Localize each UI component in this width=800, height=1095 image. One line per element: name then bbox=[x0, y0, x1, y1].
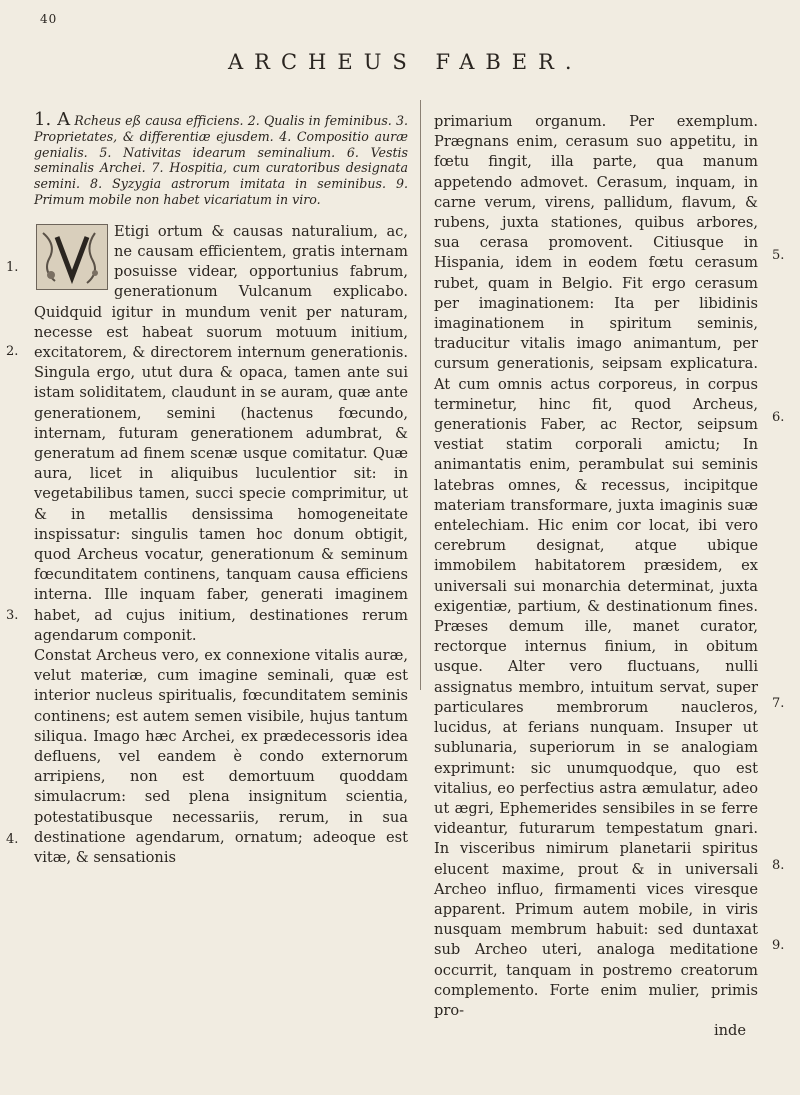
margin-number-3: 3. bbox=[6, 608, 19, 623]
margin-number-8: 8. bbox=[772, 858, 785, 873]
column-divider bbox=[420, 100, 421, 690]
margin-number-7: 7. bbox=[772, 696, 785, 711]
running-head: ARCHEUS FABER. bbox=[228, 50, 583, 74]
left-body bbox=[34, 222, 408, 869]
left-column bbox=[34, 109, 408, 868]
margin-number-6: 6. bbox=[772, 410, 785, 425]
margin-number-2: 2. bbox=[6, 344, 19, 359]
margin-number-4: 4. bbox=[6, 832, 19, 847]
margin-number-5: 5. bbox=[772, 248, 785, 263]
woodcut-initial-icon bbox=[37, 225, 107, 289]
catchword: inde bbox=[713, 1022, 746, 1040]
summary-text: Rcheus eß causa efficiens. 2. Qualis in feminibus. 3. Proprietates, & differentiæ ejusdem. 4. Compositio auræ genialis. 5. Nativitas idearum seminalium. 6. Vestis seminalis Archei. 7. Hospitia, cum curatoribus designata semini. 8. Syzygia astrorum imitata in seminibus. 9. Primum mobile non habet vicariatum in viro. bbox=[34, 113, 408, 207]
page-number: 40 bbox=[40, 12, 58, 26]
right-column bbox=[434, 112, 758, 1041]
margin-number-1: 1. bbox=[6, 260, 19, 275]
decorated-initial bbox=[36, 224, 108, 290]
left-paragraph-1: Etigi ortum & causas naturalium, ac, ne causam efficientem, gratis internam posuisse videar, opportunius fabrum, generationum Vulcanum explicabo. Quidquid igitur in mundum venit per naturam, necesse est habeat suorum motuum initium, excitatorem, & directorem internum generationis. Singula ergo, utut dura & opaca, tamen ante sui istam soliditatem, claudunt in se auram, quæ ante generationem, semini (hactenus fœcundo, internam, futuram generationem adumbrat, & generatum ad finem scenæ usque comitatur. Quæ aura, licet in aliquibus luculentior sit: in vegetabilibus tamen, succi specie comprimitur, ut & in metallis densissima homogeneitate inspissatur: singulis tamen hoc donum obtigit, quod Archeus vocatur, generationum & seminum fœcunditatem continens, tanquam causa efficiens interna. Ille inquam faber, generati imaginem habet, ad cujus initium, destinationes rerum agendarum componit. bbox=[34, 222, 408, 644]
margin-number-9: 9. bbox=[772, 938, 785, 953]
summary-lead: 1. A bbox=[34, 109, 71, 130]
right-paragraph-1: primarium organum. Per exemplum. Prægnans enim, cerasum suo appetitu, in fœtu fingit, illa parte, qua manum appetendo admovet. Cerasum, inquam, in carne verum, virens, pallidum, flavum, & rubens, juxta stationes, quibus arbores, sua cerasa promovent. Citiusque in Hispania, idem in eodem fœtu cerasum rubet, quam in Belgio. Fit ergo cerasum per imaginationem: Ita per libidinis imaginationem in spiritum seminis, traducitur vitalis imago animantum, per cursum generationis, seipsam explicatura. At cum omnis actus corporeus, in corpus terminetur, hinc fit, quod Archeus, generationis Faber, ac Rector, seipsum vestiat statim corporali amictu; In animantatis enim, perambulat sui seminis latebras omnes, & recessus, incipitque materiam transformare, juxta imaginis suæ entelechiam. Hic enim cor locat, ibi vero cerebrum designat, atque ubique immobilem habitatorem præsidem, ex universali sui monarchia determinat, juxta exigentiæ, partium, & destinationum fines. Præses demum ille, manet curator, rectorque internus finium, in obitum usque. Alter vero fluctuans, nulli assignatus membro, intuitum servat, super particulares membrorum naucleros, lucidus, at ferians nunquam. Insuper ut sublunaria, superiorum in se analogiam exprimunt: sic unumquodque, quo est vitalius, eo perfectius astra æmulatur, adeo ut ægri, Ephemerides sensibiles in se ferre videantur, futurarum tempestatum gnari. In visceribus nimirum planetarii spiritus elucent maxime, prout & in universali Archeo influo, firmamenti vices viresque apparent. Primum autem mobile, in viris nusquam membrum habuit: sed duntaxat sub Archeo uteri, analoga meditatione occurrit, tanquam in postremo creatorum complemento. Forte enim mulier, primis pro- bbox=[434, 113, 758, 1019]
chapter-summary bbox=[34, 109, 408, 208]
right-body bbox=[434, 112, 758, 1041]
left-paragraph-2: Constat Archeus vero, ex connexione vitalis auræ, velut materiæ, cum imagine seminali, quæ est interior nucleus spiritualis, fœcunditatem seminis continens; est autem semen visibile, hujus tantum siliqua. Imago hæc Archei, ex prædecessoris idea defluens, vel eandem è condo externorum arripiens, non est demortuum quoddam simulacrum: sed plena insignitum scientia, potestatibusque necessariis, rerum, in sua destinatione agendarum, ornatum; adeoque est vitæ, & sensationis bbox=[34, 647, 408, 867]
